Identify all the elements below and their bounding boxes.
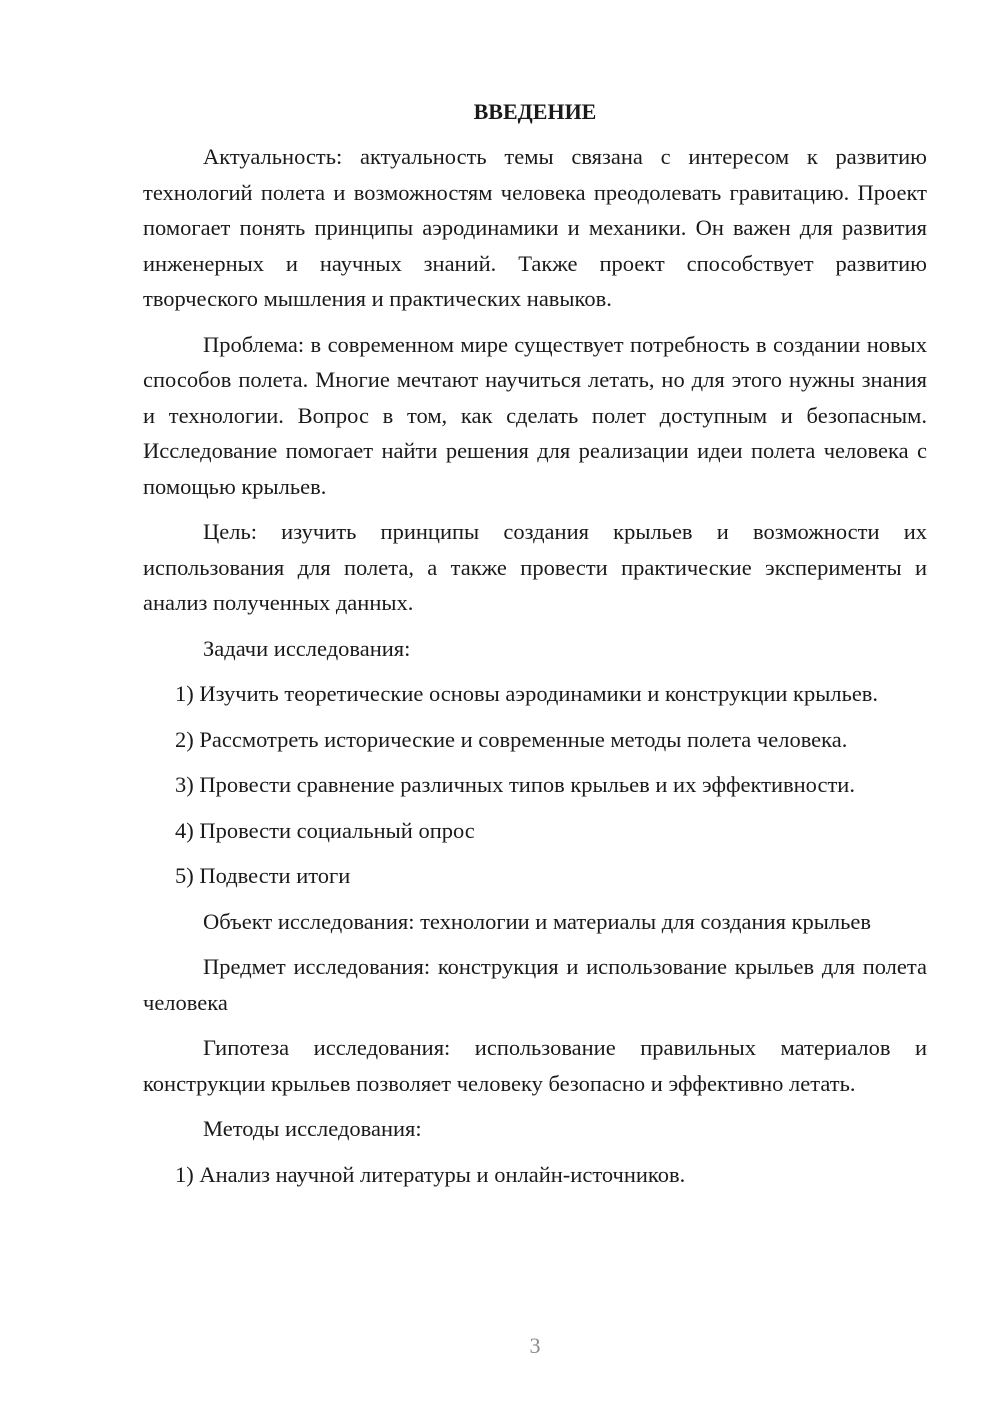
page-number: 3 — [529, 1333, 541, 1358]
problem-paragraph: Проблема: в современном мире существует потребность в создании новых способов полета. Многие мечтают научиться летать, но для этого нужны знания и технологии. Вопрос в том, как сделать полет доступным и безопасным. Исследование помогает найти решения для реализации идеи полета человека с помощью крыльев. — [143, 331, 927, 499]
task-item-3: 3) Провести сравнение различных типов крыльев и их эффективности. — [175, 772, 855, 797]
task-item-1: 1) Изучить теоретические основы аэродинамики и конструкции крыльев. — [175, 681, 879, 706]
method-item-1: 1) Анализ научной литературы и онлайн-источников. — [175, 1161, 686, 1187]
subject-paragraph: Предмет исследования: конструкция и использование крыльев для полета человека — [143, 954, 927, 1015]
hypothesis-paragraph: Гипотеза исследования: использование правильных материалов и конструкции крыльев позволяет человеку безопасно и эффективно летать. — [143, 1035, 927, 1096]
task-item-5: 5) Подвести итоги — [175, 863, 351, 888]
section-heading: ВВЕДЕНИЕ — [473, 99, 597, 124]
object-paragraph: Объект исследования: технологии и материалы для создания крыльев — [203, 908, 871, 934]
relevance-paragraph: Актуальность: актуальность темы связана с интересом к развитию технологий полета и возможностям человека преодолевать гравитацию. Проект помогает понять принципы аэродинамики и механики. Он важен для развития инженерных и научных знаний. Также проект способствует развитию творческого мышления и практических навыков. — [143, 144, 927, 311]
goal-paragraph: Цель: изучить принципы создания крыльев и возможности их использования для полета, а также провести практические эксперименты и анализ полученных данных. — [143, 519, 927, 615]
task-item-4: 4) Провести социальный опрос — [175, 817, 475, 843]
methods-title: Методы исследования: — [203, 1116, 422, 1141]
tasks-title: Задачи исследования: — [203, 635, 411, 661]
task-item-2: 2) Рассмотреть исторические и современные методы полета человека. — [175, 726, 848, 752]
document-body — [143, 94, 927, 1202]
